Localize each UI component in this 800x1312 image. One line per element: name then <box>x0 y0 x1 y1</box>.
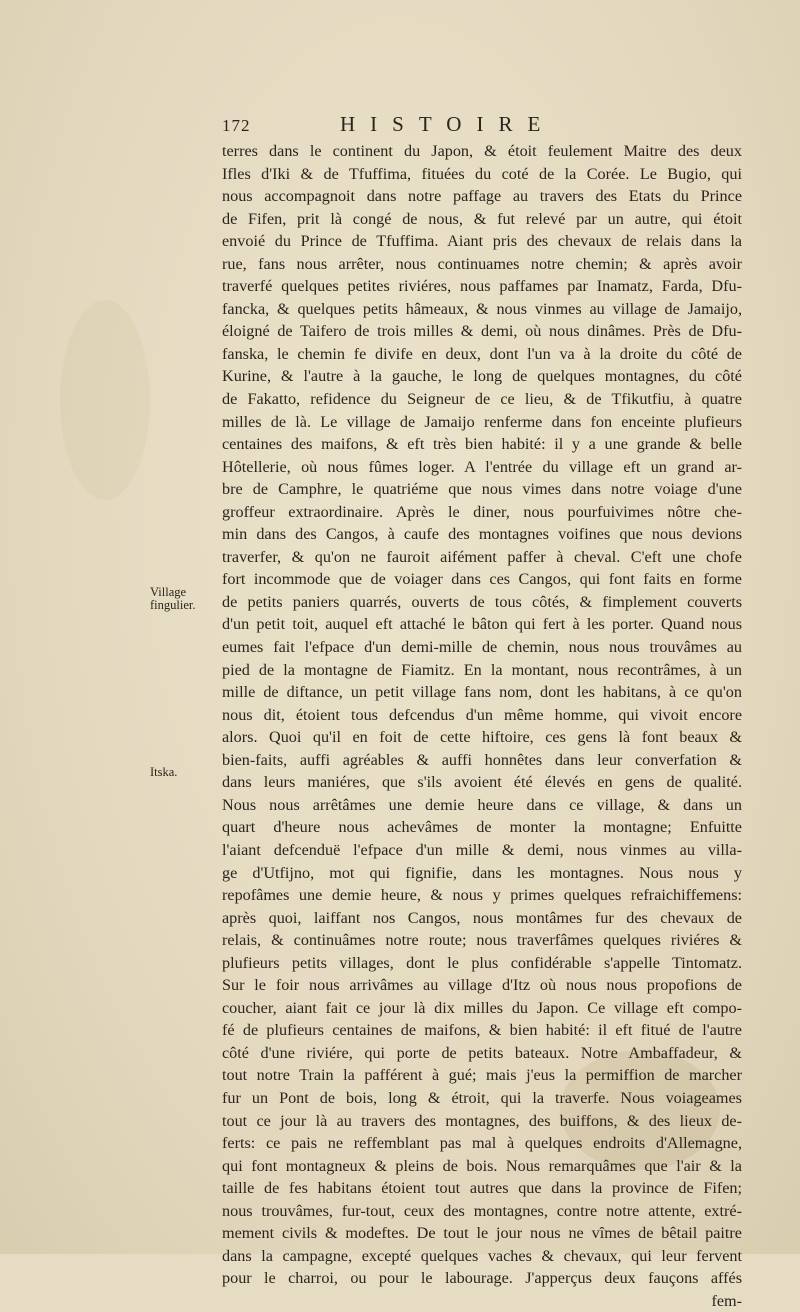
text-line: mille de diftance, un petit village fans nom, dont les habitans, à ce qu'on <box>222 683 742 702</box>
text-line: min dans des Cangos, à caufe des montagnes voifines que nous devions <box>222 525 742 544</box>
text-line: plufieurs petits villages, dont le plus confidérable s'appelle Tintomatz. <box>222 953 742 972</box>
text-line: nous trouvâmes, fur-tout, ceux des montagnes, contre notre attente, extré- <box>222 1201 742 1220</box>
text-line: alors. Quoi qu'il en foit de cette hiftoire, ces gens là font beaux & <box>222 728 742 747</box>
text-line: Kurine, & l'autre à la gauche, le long de quelques montagnes, du côté <box>222 367 742 386</box>
text-line: pied de la montagne de Fiamitz. En la montant, nous recontrâmes, à un <box>222 660 742 679</box>
running-head: HISTOIRE <box>340 112 556 136</box>
text-line: de Fakatto, refidence du Seigneur de ce lieu, & de Tfikutfiu, à quatre <box>222 390 742 409</box>
text-line: fanska, le chemin fe divife en deux, dont l'un va à la droite du côté de <box>222 344 742 363</box>
text-line: pour le charroi, ou pour le labourage. J'apperçus deux fauçons affés <box>222 1269 742 1288</box>
text-line: après quoi, laiffant nos Cangos, nous montâmes fur des chevaux de <box>222 908 742 927</box>
text-line: taille de fes habitans étoient tout autres que dans la province de Fifen; <box>222 1179 742 1198</box>
text-line: de Fifen, prit là congé de nous, & fut relevé par un autre, qui étoit <box>222 209 742 228</box>
text-line: mement civils & modeftes. De tout le jour nous ne vîmes de bêtail paitre <box>222 1224 742 1243</box>
text-line: traverfer, & qu'on ne fauroit aifément paffer à cheval. C'eft une chofe <box>222 547 742 566</box>
text-line: côté d'une riviére, qui porte de petits bateaux. Notre Ambaffadeur, & <box>222 1043 742 1062</box>
text-line: fur un Pont de bois, long & étroit, qui la traverfe. Nous voiageames <box>222 1088 742 1107</box>
text-line: fé de plufieurs centaines de maifons, & bien habité: il eft fitué de l'autre <box>222 1021 742 1040</box>
text-line: nous dit, étoient tous defcendus d'un même homme, qui vivoit encore <box>222 705 742 724</box>
text-line: envoié du Prince de Tfuffima. Aiant pris des chevaux de relais dans la <box>222 232 742 251</box>
text-line: bre de Camphre, le quatriéme que nous vimes dans notre voiage d'une <box>222 480 742 499</box>
margin-note: Village fingulier. <box>150 585 196 612</box>
text-line: tout notre Train la pafférent à gué; mais j'eus la permiffion de marcher <box>222 1066 742 1085</box>
text-line: ferts: ce pais ne reffemblant pas mal à quelques endroits d'Allemagne, <box>222 1134 742 1153</box>
text-line: coucher, aiant fait ce jour là dix milles du Japon. Ce village eft compo- <box>222 998 742 1017</box>
text-line: Hôtellerie, où nous fûmes loger. A l'entrée du village eft un grand ar- <box>222 457 742 476</box>
text-line: repofâmes une demie heure, & nous y primes quelques refraichiffemens: <box>222 886 742 905</box>
text-line: rue, fans nous arrêter, nous continuames notre chemin; & après avoir <box>222 254 742 273</box>
text-line: d'un petit toit, auquel eft attaché le bâton qui fert à les porter. Quand nous <box>222 615 742 634</box>
text-line: qui font montagneux & pleins de bois. Nous remarquâmes que l'air & la <box>222 1156 742 1175</box>
page-header <box>222 112 742 138</box>
catchword: fem- <box>711 1291 742 1310</box>
text-line: terres dans le continent du Japon, & étoit feulement Maitre des deux <box>222 142 742 160</box>
text-line: dans la campagne, excepté quelques vaches & chevaux, qui leur fervent <box>222 1246 742 1265</box>
text-line: relais, & continuâmes notre route; nous traverfâmes quelques riviéres & <box>222 931 742 950</box>
text-line: quart d'heure nous achevâmes de monter la montagne; Enfuitte <box>222 818 742 837</box>
text-line: ge d'Utfijno, mot qui fignifie, dans les montagnes. Nous nous y <box>222 863 742 882</box>
text-line: centaines des maifons, & eft très bien habité: il y a une grande & belle <box>222 435 742 454</box>
text-line: dans leurs maniéres, que s'ils avoient été élevés en gens de qualité. <box>222 773 742 792</box>
text-line: Nous nous arrêtâmes une demie heure dans ce village, & dans un <box>222 795 742 814</box>
margin-note: Itska. <box>150 765 178 779</box>
text-line: éloigné de Taifero de trois milles & demi, où nous dinâmes. Près de Dfu- <box>222 322 742 341</box>
body-text <box>222 140 742 1312</box>
text-line: groffeur extraordinaire. Après le diner, nous pourfuivimes nôtre che- <box>222 502 742 521</box>
text-line: de petits paniers quarrés, ouverts de tous côtés, & fimplement couverts <box>222 592 742 611</box>
text-line: nous accompagnoit dans notre paffage au travers des Etats du Prince <box>222 187 742 206</box>
text-line: fancka, & quelques petits hâmeaux, & nous vinmes au village de Jamaijo, <box>222 299 742 318</box>
text-line: tout ce jour là au travers des montagnes, des buiffons, & des lieux de- <box>222 1111 742 1130</box>
page-number: 172 <box>222 116 251 135</box>
text-line: fort incommode que de voiager dans ces Cangos, qui font faits en forme <box>222 570 742 589</box>
text-line: Ifles d'Iki & de Tfuffima, fituées du coté de la Corée. Le Bugio, qui <box>222 164 742 183</box>
text-line: eumes fait l'efpace d'un demi-mille de chemin, nous nous trouvâmes au <box>222 638 742 657</box>
text-line: traverfé quelques petites riviéres, nous paffames par Inamatz, Farda, Dfu- <box>222 277 742 296</box>
paper-stain <box>60 300 150 500</box>
text-line: Sur le foir nous arrivâmes au village d'Itz où nous nous propofions de <box>222 976 742 995</box>
text-line: bien-faits, auffi agréables & auffi honnêtes dans leur converfation & <box>222 750 742 769</box>
text-line: l'aiant defcenduë l'efpace d'un mille & demi, nous vinmes au villa- <box>222 840 742 859</box>
text-line: milles de là. Le village de Jamaijo renferme dans fon enceinte plufieurs <box>222 412 742 431</box>
